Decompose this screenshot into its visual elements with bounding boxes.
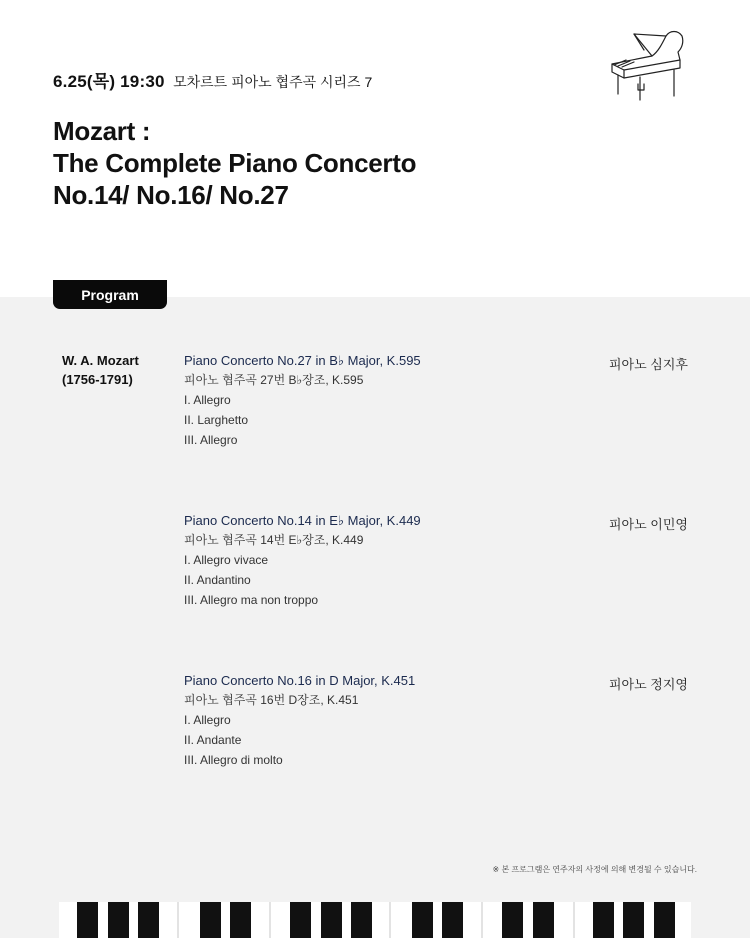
page-title	[53, 115, 416, 211]
movement: I. Allegro	[184, 393, 231, 407]
black-key	[200, 902, 221, 938]
black-key	[230, 902, 251, 938]
black-key	[108, 902, 129, 938]
composer-name: W. A. Mozart	[62, 353, 139, 368]
performer: 피아노 이민영	[609, 517, 688, 532]
piece-item	[184, 352, 604, 450]
piano-keys-decoration	[59, 902, 691, 938]
movement: I. Allegro vivace	[184, 553, 269, 567]
black-key	[351, 902, 372, 938]
key-separator	[389, 902, 391, 938]
key-separator	[269, 902, 271, 938]
piece-item	[184, 512, 604, 610]
piece-item	[184, 672, 604, 770]
black-key	[290, 902, 311, 938]
piece-title: Piano Concerto No.14 in E♭ Major, K.449	[184, 513, 421, 528]
movement: III. Allegro ma non troppo	[184, 593, 319, 607]
grand-piano-icon	[604, 26, 686, 106]
title-line-2: The Complete Piano Concerto	[53, 148, 417, 178]
black-key	[502, 902, 523, 938]
performer: 피아노 정지영	[609, 677, 688, 692]
title-line-3: No.14/ No.16/ No.27	[53, 180, 289, 210]
piece-korean-title: 피아노 협주곡 14번 E♭장조, K.449	[184, 533, 364, 547]
black-key	[321, 902, 342, 938]
black-key	[138, 902, 159, 938]
movement: II. Larghetto	[184, 413, 249, 427]
black-key	[654, 902, 675, 938]
key-separator	[481, 902, 483, 938]
concert-series: 모차르트 피아노 협주곡 시리즈 7	[173, 74, 373, 90]
black-key	[412, 902, 433, 938]
movement: I. Allegro	[184, 713, 231, 727]
black-key	[77, 902, 98, 938]
piece-korean-title: 피아노 협주곡 16번 D장조, K.451	[184, 693, 359, 707]
black-key	[533, 902, 554, 938]
black-key	[593, 902, 614, 938]
change-notice: ※ 본 프로그램은 연주자의 사정에 의해 변경될 수 있습니다.	[492, 865, 697, 874]
movement: III. Allegro di molto	[184, 753, 283, 767]
header	[0, 0, 750, 297]
performer: 피아노 심지후	[609, 357, 688, 372]
piece-title: Piano Concerto No.16 in D Major, K.451	[184, 673, 416, 688]
movement: II. Andante	[184, 733, 242, 747]
key-separator	[177, 902, 179, 938]
title-line-1: Mozart :	[53, 116, 151, 146]
concert-date: 6.25(목) 19:30	[53, 72, 165, 91]
composer-years: (1756-1791)	[62, 372, 133, 387]
composer	[62, 351, 139, 389]
key-separator	[573, 902, 575, 938]
black-key	[442, 902, 463, 938]
movement: II. Andantino	[184, 573, 251, 587]
date-line	[53, 67, 372, 92]
piece-title: Piano Concerto No.27 in B♭ Major, K.595	[184, 353, 421, 368]
piece-korean-title: 피아노 협주곡 27번 B♭장조, K.595	[184, 373, 364, 387]
black-key	[623, 902, 644, 938]
movement: III. Allegro	[184, 433, 238, 447]
program-tab: Program	[53, 280, 167, 309]
